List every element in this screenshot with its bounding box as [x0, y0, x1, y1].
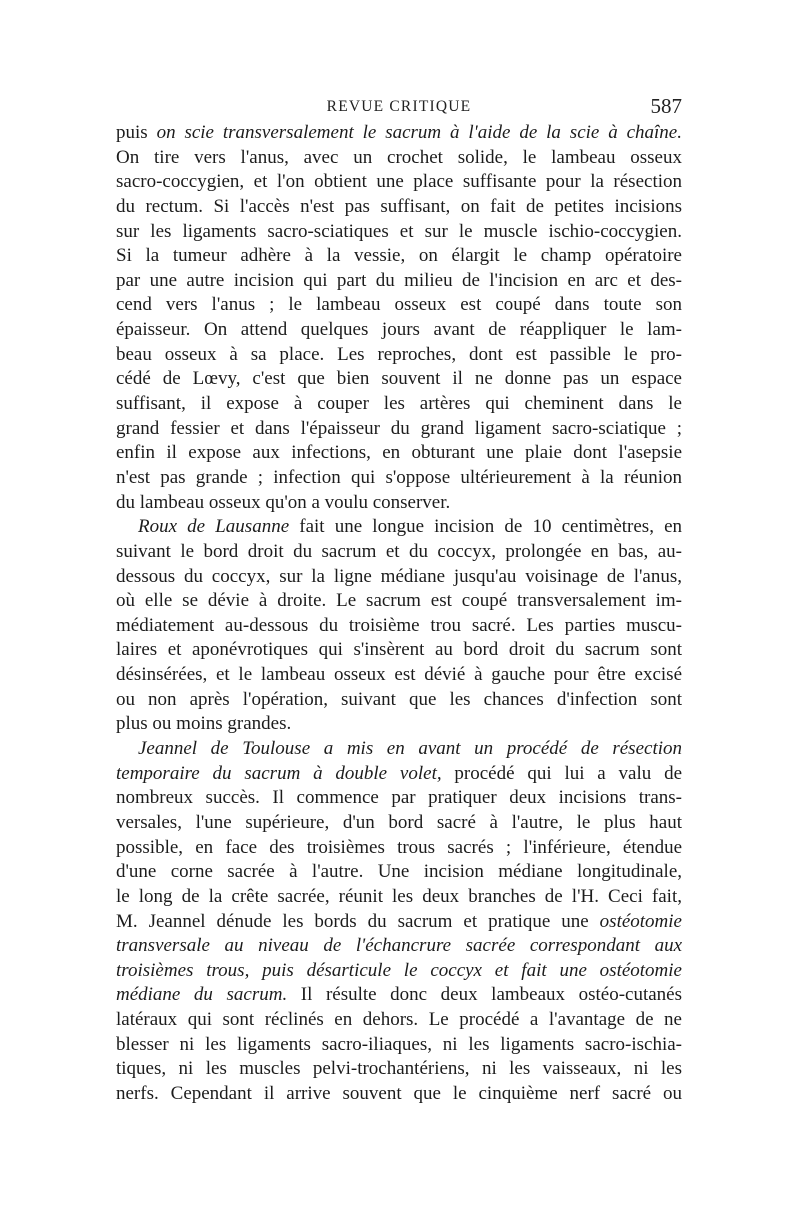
- text-line: [116, 244, 682, 269]
- text-segment: du rectum. Si l'accès n'est pas suffisant, on fait de petites incisions: [116, 195, 682, 217]
- text-segment: fait une longue incision de 10 centimètres, en: [289, 516, 683, 538]
- text-line: [116, 293, 682, 318]
- text-segment: beau osseux à sa place. Les reproches, dont est passible le pro-: [116, 343, 682, 365]
- text-segment: tiques, ni les muscles pelvi-trochantériens, ni les vaisseaux, ni les: [116, 1058, 682, 1080]
- text-segment: grand fessier et dans l'épaisseur du grand ligament sacro-sciatique ;: [116, 417, 682, 439]
- text-line: [116, 638, 682, 663]
- text-segment: blesser ni les ligaments sacro-iliaques, ni les ligaments sacro-ischia-: [116, 1033, 682, 1055]
- text-line: [116, 146, 682, 171]
- text-line: [116, 121, 682, 146]
- text-line: [116, 1033, 682, 1058]
- text-line: [116, 441, 682, 466]
- text-segment: Il résulte donc deux lambeaux ostéo-cutanés: [287, 984, 682, 1006]
- text-line: [116, 836, 682, 861]
- text-segment: nombreux succès. Il commence par pratiquer deux incisions trans-: [116, 787, 682, 809]
- text-line: [116, 885, 682, 910]
- text-segment: dessous du coccyx, sur la ligne médiane jusqu'au voisinage de l'anus,: [116, 565, 682, 587]
- text-line: [116, 688, 682, 713]
- text-segment: enfin il expose aux infections, en obturant une plaie dont l'asepsie: [116, 442, 682, 464]
- page-number: 587: [650, 94, 682, 118]
- text-line: [116, 170, 682, 195]
- text-segment: n'est pas grande ; infection qui s'oppose ultérieurement à la réunion: [116, 466, 682, 488]
- text-line: [116, 910, 682, 935]
- text-line: [116, 417, 682, 442]
- text-line: [116, 1057, 682, 1082]
- text-line: [116, 515, 682, 540]
- text-line: [116, 614, 682, 639]
- text-line: [116, 343, 682, 368]
- italic-text-segment: ostéotomie: [599, 910, 682, 932]
- text-line: [116, 737, 682, 762]
- text-line: [116, 540, 682, 565]
- text-line: [116, 983, 682, 1008]
- text-segment: suivant le bord droit du sacrum et du coccyx, prolongée en bas, au-: [116, 540, 682, 562]
- text-line: [116, 195, 682, 220]
- text-line: [116, 786, 682, 811]
- text-line: [116, 959, 682, 984]
- italic-text-segment: temporaire du sacrum à double volet,: [116, 762, 442, 784]
- text-line: [116, 860, 682, 885]
- text-segment: sur les ligaments sacro-sciatiques et sur le muscle ischio-coccygien.: [116, 220, 682, 242]
- text-segment: laires et aponévrotiques qui s'insèrent au bord droit du sacrum sont: [116, 639, 682, 661]
- running-head: REVUE CRITIQUE: [326, 98, 472, 115]
- text-segment: cédé de Lœvy, c'est que bien souvent il ne donne pas un espace: [116, 368, 682, 390]
- italic-text-segment: transversale au niveau de l'échancrure sacrée correspondant aux: [116, 935, 682, 957]
- text-segment: épaisseur. On attend quelques jours avant de réappliquer le lam-: [116, 319, 682, 341]
- text-segment: le long de la crête sacrée, réunit les deux branches de l'H. Ceci fait,: [116, 885, 682, 907]
- text-line: [116, 934, 682, 959]
- text-segment: plus ou moins grandes.: [116, 713, 292, 735]
- text-line: [116, 663, 682, 688]
- text-segment: latéraux qui sont réclinés en dehors. Le procédé a l'avantage de ne: [116, 1009, 682, 1031]
- italic-text-segment: on scie transversalement le sacrum à l'aide de la scie à chaîne.: [156, 122, 682, 143]
- text-line: [116, 1008, 682, 1033]
- text-segment: nerfs. Cependant il arrive souvent que le cinquième nerf sacré ou: [116, 1082, 682, 1104]
- text-segment: où elle se dévie à droite. Le sacrum est coupé transversalement im-: [116, 590, 682, 612]
- text-segment: procédé qui lui a valu de: [441, 762, 682, 784]
- italic-text-segment: médiane du sacrum.: [116, 984, 288, 1006]
- text-line: [116, 269, 682, 294]
- text-segment: Si la tumeur adhère à la vessie, on élargit le champ opératoire: [116, 245, 682, 267]
- text-line: [116, 318, 682, 343]
- page-header: [116, 96, 682, 122]
- text-segment: cend vers l'anus ; le lambeau osseux est coupé dans toute son: [116, 294, 682, 316]
- text-line: [116, 762, 682, 787]
- text-segment: puis: [116, 122, 157, 143]
- text-segment: du lambeau osseux qu'on a voulu conserver.: [116, 491, 451, 513]
- text-line: [116, 392, 682, 417]
- text-segment: On tire vers l'anus, avec un crochet solide, le lambeau osseux: [116, 146, 682, 168]
- text-line: [116, 491, 682, 516]
- text-line: [116, 589, 682, 614]
- text-line: [116, 220, 682, 245]
- text-segment: M. Jeannel dénude les bords du sacrum et pratique une: [116, 910, 600, 932]
- body-text: [116, 121, 682, 1107]
- italic-text-segment: Roux de Lausanne: [138, 516, 290, 538]
- text-line: [116, 811, 682, 836]
- text-segment: possible, en face des troisièmes trous sacrés ; l'inférieure, étendue: [116, 836, 682, 858]
- text-segment: versales, l'une supérieure, d'un bord sacré à l'autre, le plus haut: [116, 811, 682, 833]
- text-segment: d'une corne sacrée à l'autre. Une incision médiane longitudinale,: [116, 861, 682, 883]
- text-segment: sacro-coccygien, et l'on obtient une place suffisante pour la résection: [116, 171, 682, 193]
- italic-text-segment: Jeannel de Toulouse a mis en avant un procédé de résection: [138, 738, 682, 760]
- text-line: [116, 1082, 682, 1107]
- text-line: [116, 367, 682, 392]
- text-segment: par une autre incision qui part du milieu de l'incision en arc et des-: [116, 269, 682, 291]
- text-line: [116, 565, 682, 590]
- text-line: [116, 712, 682, 737]
- text-segment: suffisant, il expose à couper les artères qui cheminent dans le: [116, 393, 682, 415]
- text-segment: désinsérées, et le lambeau osseux est dévié à gauche pour être excisé: [116, 664, 682, 686]
- italic-text-segment: troisièmes trous, puis désarticule le coccyx et fait une ostéotomie: [116, 959, 682, 981]
- text-segment: médiatement au-dessous du troisième trou sacré. Les parties muscu-: [116, 614, 682, 636]
- text-segment: ou non après l'opération, suivant que les chances d'infection sont: [116, 688, 682, 710]
- text-line: [116, 466, 682, 491]
